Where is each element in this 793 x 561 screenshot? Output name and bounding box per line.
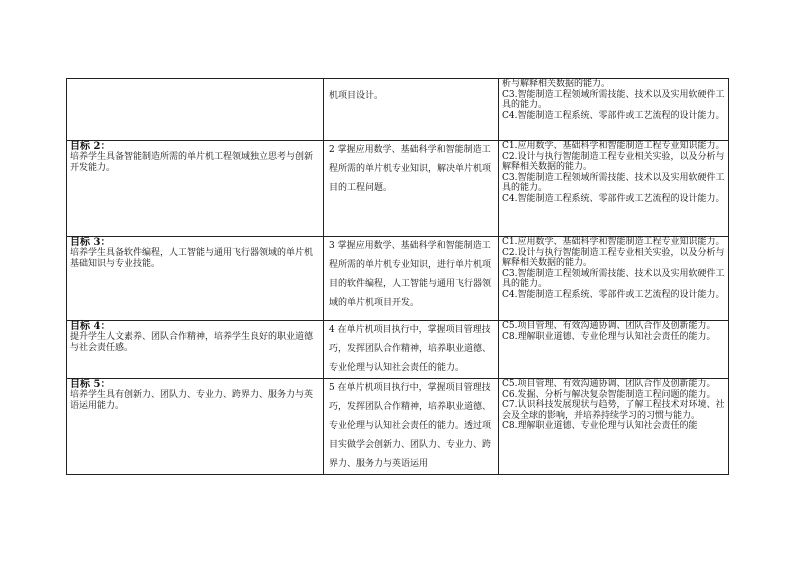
table-row (67, 237, 729, 321)
requirement-text: 机项目设计。 (329, 91, 384, 101)
ability-item: C3.智能制造工程领域所需技能、技术以及实用软硬件工具的能力。 (502, 268, 725, 289)
abilities-cell (499, 379, 729, 475)
goal-title: 目标 5： (70, 379, 111, 390)
goal-title: 目标 4： (70, 321, 111, 332)
requirement-text: 4 在单片机项目执行中，掌握项目管理技巧，发挥团队合作精神，培养职业道德、专业伦理与认知社会责任的能力。 (329, 325, 492, 373)
table-row (67, 379, 729, 475)
requirement-text: 2 掌握应用数学、基础科学和智能制造工程所需的单片机专业知识，解决单片机项目的工程问题。 (329, 145, 492, 193)
ability-item: C4.智能制造工程系统、零部件或工艺流程的设计能力。 (502, 289, 725, 300)
requirement-cell (324, 379, 499, 475)
ability-item: C5.项目管理、有效沟通协调、团队合作及创新能力。 (502, 379, 716, 389)
table-row (67, 79, 729, 141)
goal-cell (67, 79, 324, 141)
goal-text: 培养学生具备智能制造所需的单片机工程领域独立思考与创新开发能力。 (70, 152, 314, 173)
goal-cell (67, 141, 324, 237)
ability-item: C8.理解职业道德、专业伦理与认知社会责任的能力。 (502, 331, 716, 342)
ability-item: C3.智能制造工程领域所需技能、技术以及实用软硬件工具的能力。 (502, 172, 725, 193)
abilities-cell (499, 321, 729, 379)
ability-item: C7.认识科技发展现状与趋势，了解工程技术对环境、社会及全球的影响，并培养持续学习的习惯与能力。 (502, 400, 725, 421)
course-objectives-table (66, 78, 729, 475)
goal-text: 培养学生具备软件编程，人工智能与通用飞行器领域的单片机基础知识与专业技能。 (70, 248, 314, 269)
table-row (67, 321, 729, 379)
requirement-cell (324, 237, 499, 321)
ability-item: C1.应用数学、基础科学和智能制造工程专业知识能力。 (502, 141, 725, 151)
goal-title: 目标 2： (70, 141, 111, 152)
goal-title: 目标 3： (70, 237, 111, 248)
abilities-cell (499, 237, 729, 321)
goal-text: 培养学生具有创新力、团队力、专业力、跨界力、服务力与英语运用能力。 (70, 390, 314, 411)
requirement-text: 3 掌握应用数学、基础科学和智能制造工程所需的单片机专业知识，进行单片机项目的软件编程，人工智能与通用飞行器领域的单片机项目开发。 (329, 241, 492, 308)
table-row (67, 141, 729, 237)
ability-item: C2.设计与执行智能制造工程专业相关实验，以及分析与解释相关数据的能力。 (502, 151, 725, 172)
ability-item: C6.发掘、分析与解决复杂智能制造工程问题的能力。 (502, 389, 716, 400)
goal-cell (67, 379, 324, 475)
requirement-cell (324, 79, 499, 141)
ability-item: C4.智能制造工程系统、零部件或工艺流程的设计能力。 (502, 193, 725, 204)
ability-item: C8.理解职业道德、专业伦理与认知社会责任的能 (502, 421, 698, 431)
abilities-cell (499, 79, 729, 141)
abilities-cell (499, 141, 729, 237)
requirement-cell (324, 321, 499, 379)
goal-text: 提升学生人文素养、团队合作精神，培养学生良好的职业道德与社会责任感。 (70, 332, 314, 353)
ability-item: C1.应用数学、基础科学和智能制造工程专业知识能力。 (502, 237, 725, 247)
requirement-cell (324, 141, 499, 237)
requirement-text: 5 在单片机项目执行中，掌握项目管理技巧，发挥团队合作精神，培养职业道德、专业伦理与认知社会责任的能力。透过项目实做学会创新力、团队力、专业力、跨界力、服务力与英语运用 (329, 383, 492, 469)
ability-item: 析与解释相关数据的能力。 (502, 79, 611, 89)
ability-item: C5.项目管理、有效沟通协调、团队合作及创新能力。 (502, 321, 716, 331)
goal-cell (67, 321, 324, 379)
goal-cell (67, 237, 324, 321)
ability-item: C2.设计与执行智能制造工程专业相关实验，以及分析与解释相关数据的能力。 (502, 247, 725, 268)
ability-item: C3.智能制造工程领域所需技能、技术以及实用软硬件工具的能力。 (502, 89, 725, 110)
ability-item: C4.智能制造工程系统、零部件或工艺流程的设计能力。 (502, 110, 725, 121)
